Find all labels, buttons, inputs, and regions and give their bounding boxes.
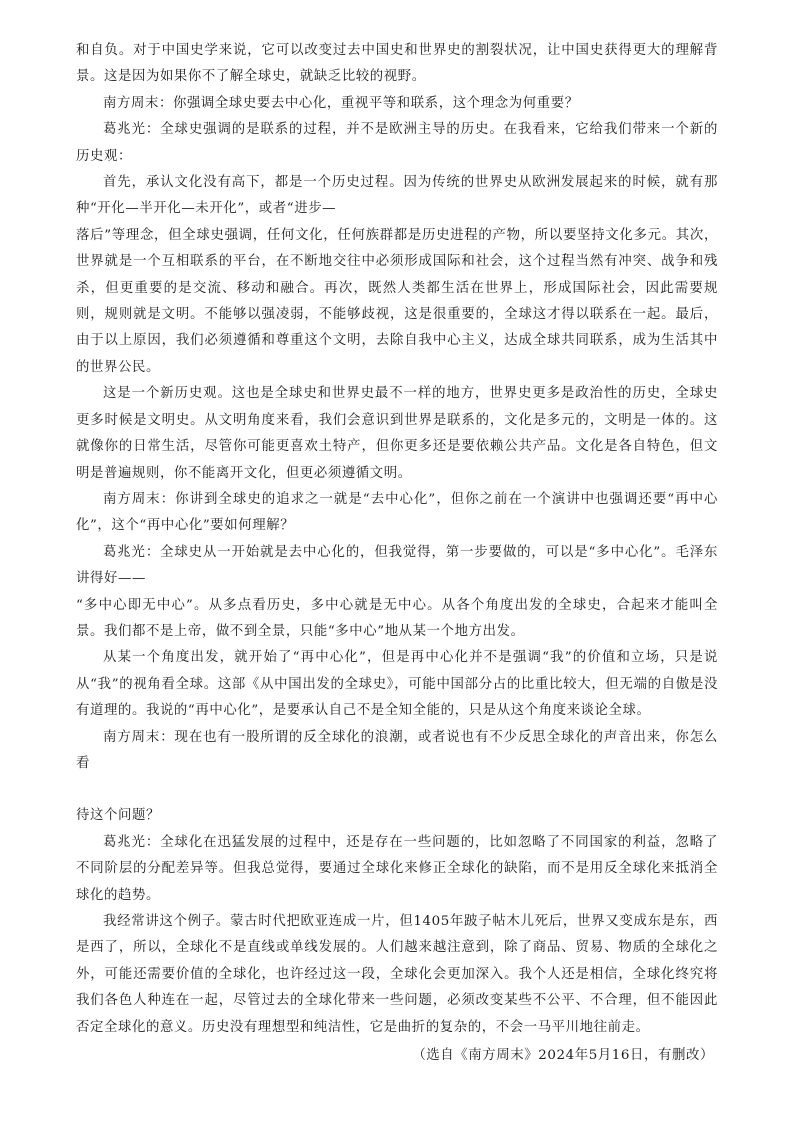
paragraph-new-history-view: 这是一个新历史观。这也是全球史和世界史最不一样的地方，世界史更多是政治性的历史，全球史更多时候是文明史。从文明角度来看，我们会意识到世界是联系的，文化是多元的，文明是一体的。这就像你的日常生活，尽管你可能更喜欢土特产，但你更多还是要依赖公共产品。文化是各自特色，但文明是普遍规则，你不能离开文化，但更必须遵循文明。 bbox=[76, 386, 718, 481]
paragraph-recentralization: 从某一个角度出发，就开始了“再中心化”，但是再中心化并不是强调“我”的价值和立场，只是说从“我”的视角看全球。这部《从中国出发的全球史》，可能中国部分占的比重比较大，但无端的自傲是没有道理的。我说的“再中心化”，是要承认自己不是全知全能的，只是从这个角度来谈论全球。 bbox=[76, 650, 718, 719]
answer-3: 葛兆光：全球化在迅猛发展的过程中，还是存在一些问题的，比如忽略了不同国家的利益，忽略了不同阶层的分配差异等。但我总觉得，要通过全球化来修正全球化的缺陷，而不是用反全球化来抵消全球化的趋势。 bbox=[76, 834, 718, 903]
question-1: 南方周末：你强调全球史要去中心化，重视平等和联系，这个理念为何重要？ bbox=[103, 95, 579, 111]
question-2: 南方周末：你讲到全球史的追求之一就是“去中心化”，但你之前在一个演讲中也强调还要“再中心化”，这个“再中心化”要如何理解？ bbox=[76, 491, 718, 534]
paragraph-first-point: 首先，承认文化没有高下，都是一个历史过程。因为传统的世界史从欧洲发展起来的时候，就有那种“开化—半开化—未开化”，或者“进步— bbox=[76, 175, 718, 217]
paragraph-first-point-continued: 落后”等理念，但全球史强调，任何文化，任何族群都是历史进程的产物，所以要坚持文化多元。其次，世界就是一个互相联系的平台，在不断地交往中必须形成国际和社会，这个过程当然有冲突、战争和残杀，但更重要的是交流、移动和融合。再次，既然人类都生活在世界上，形成国际社会，因此需要规则，规则就是文明。不能够以强凌弱，不能够歧视，这是很重要的，全球这才得以联系在一起。最后，由于以上原因，我们必须遵循和尊重这个文明，去除自我中心主义，达成全球共同联系，成为生活其中的世界公民。 bbox=[76, 227, 718, 375]
answer-2-continued: “多中心即无中心”。从多点看历史，多中心就是无中心。从各个角度出发的全球史，合起来才能叫全景。我们都不是上帝，做不到全景，只能“多中心”地从某一个地方出发。 bbox=[76, 597, 718, 639]
answer-2: 葛兆光：全球史从一开始就是去中心化的，但我觉得，第一步要做的，可以是“多中心化”。毛泽东讲得好—— bbox=[76, 544, 718, 587]
question-3-continued: 待这个问题？ bbox=[76, 808, 160, 824]
answer-1: 葛兆光：全球史强调的是联系的过程，并不是欧洲主导的历史。在我看来，它给我们带来一个新的历史观： bbox=[76, 122, 718, 164]
paragraph-1: 和自负。对于中国史学来说，它可以改变过去中国史和世界史的割裂状况，让中国史获得更大的理解背景。这是因为如果你不了解全球史，就缺乏比较的视野。 bbox=[76, 43, 718, 85]
question-3: 南方周末：现在也有一股所谓的反全球化的浪潮，或者说也有不少反思全球化的声音出来，你怎么看 bbox=[76, 729, 718, 771]
source-citation: （选自《南方周末》2024年5月16日，有删改） bbox=[412, 1048, 714, 1064]
article-page bbox=[76, 38, 718, 1069]
paragraph-example: 我经常讲这个例子。蒙古时代把欧亚连成一片，但1405年跛子帖木儿死后，世界又变成东是东，西是西了，所以，全球化不是直线或单线发展的。人们越来越注意到，除了商品、贸易、物质的全球化之外，可能还需要价值的全球化，也许经过这一段，全球化会更加深入。我个人还是相信，全球化终究将我们各色人种连在一起，尽管过去的全球化带来一些问题，必须改变某些不公平、不合理，但不能因此否定全球化的意义。历史没有理想型和纯洁性，它是曲折的复杂的，不会一马平川地往前走。 bbox=[76, 914, 718, 1035]
